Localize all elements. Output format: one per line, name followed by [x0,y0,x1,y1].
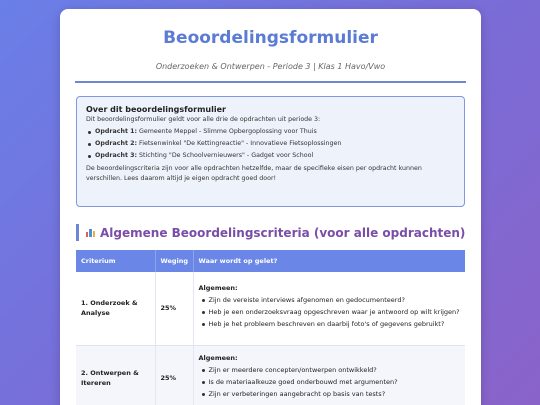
list-item: Zijn er meerdere concepten/ontwerpen ontwikkeld? [199,366,461,375]
assignment-list [86,128,455,159]
info-note: De beoordelingscriteria zijn voor alle opdrachten hetzelfde, maar de specifieke eisen per opdracht kunnen verschillen. Lees daarom altijd je eigen opdracht goed door! [86,165,422,182]
assignment-label: Opdracht 1: [95,128,138,135]
description-title: Algemeen: [198,354,238,362]
column-header-criterium: Criterium [76,250,155,272]
info-box [76,96,465,207]
weight-cell: 25% [155,345,193,405]
assignment-text: Gemeente Meppel - Slimme Opbergoplossing voor Thuis [137,128,317,135]
criterium-cell: 1. Onderzoek & Analyse [76,272,155,345]
list-item: Heb je een onderzoeksvraag opgeschreven waar je antwoord op wilt krijgen? [199,308,461,317]
info-intro: Dit beoordelingsformulier geldt voor alle drie de opdrachten uit periode 3: [86,116,321,123]
assignment-item [86,152,455,159]
section-title: Algemene Beoordelingscriteria (voor alle opdrachten) [100,225,466,240]
bar-chart-icon [85,227,96,238]
column-header-weging: Weging [155,250,193,272]
form-card [60,9,481,405]
description-cell [193,345,465,405]
table-header-row [76,250,465,272]
criterium-cell: 2. Ontwerpen & Itereren [76,345,155,405]
description-list [199,366,461,399]
description-title: Algemeen: [198,284,238,293]
list-item: Heb je het probleem beschreven en daarbij foto's of gegevens gebruikt? [199,320,461,329]
criteria-table [76,250,465,405]
table-row [76,272,465,345]
assignment-label: Opdracht 2: [95,140,138,147]
assignment-item [86,128,455,135]
list-item: Is de materiaalkeuze goed onderbouwd met argumenten? [199,378,461,387]
info-title: Over dit beoordelingsformulier [86,105,226,114]
description-cell [193,272,465,345]
assignment-text: Stichting "De Schoolvernieuwers" - Gadget voor School [137,152,314,159]
weight-cell: 25% [155,272,193,345]
assignment-text: Fietsenwinkel "De Kettingreactie" - Innovatieve Fietsoplossingen [137,140,342,147]
description-list [199,296,461,329]
list-item: Zijn er verbeteringen aangebracht op basis van tests? [199,390,461,399]
list-item: Zijn de vereiste interviews afgenomen en gedocumenteerd? [199,296,461,305]
header-divider [75,81,466,83]
assignment-label: Opdracht 3: [95,152,138,159]
column-header-description: Waar wordt op gelet? [193,250,465,272]
section-heading [76,224,465,241]
assignment-item [86,140,455,147]
page-title: Beoordelingsformulier [163,28,378,48]
page-subtitle: Onderzoeken & Ontwerpen - Periode 3 | Klas 1 Havo/Vwo [155,62,386,71]
table-row [76,345,465,405]
